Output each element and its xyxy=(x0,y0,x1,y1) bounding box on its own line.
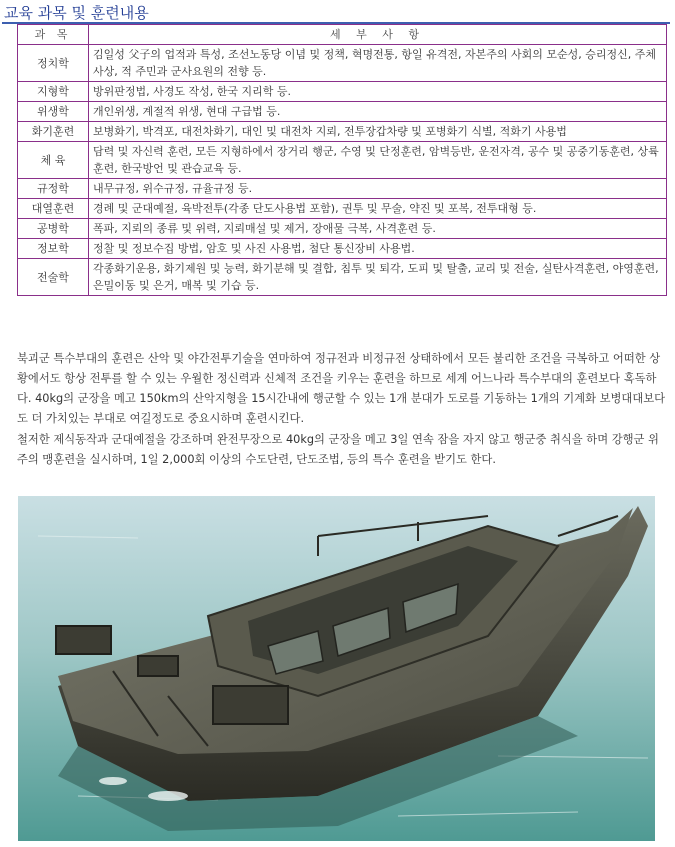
table-header-row xyxy=(18,25,667,45)
table-row xyxy=(18,199,667,219)
detail-cell: 방위판정법, 사경도 작성, 한국 지리학 등. xyxy=(89,82,667,102)
detail-cell: 개인위생, 계절적 위생, 현대 구급법 등. xyxy=(89,102,667,122)
detail-cell: 담력 및 자신력 훈련, 모든 지형하에서 장거리 행군, 수영 및 단정훈련, 암벽등반, 운전자격, 공수 및 공중기동훈련, 상륙훈련, 한국방언 및 관습교육 등. xyxy=(89,142,667,179)
subject-cell: 지형학 xyxy=(18,82,89,102)
table-row xyxy=(18,239,667,259)
header-detail: 세 부 사 항 xyxy=(89,25,667,45)
training-paragraph-2: 철저한 제식동작과 군대예절을 강조하며 완전무장으로 40kg의 군장을 메고 3일 연속 잠을 자지 않고 행군중 취식을 하며 강행군 위주의 맹훈련을 실시하며, 1일 2,000회 이상의 수도단련, 단도조법, 등의 특수 훈련을 받기도 한다. xyxy=(17,433,659,466)
training-paragraph-1: 북괴군 특수부대의 훈련은 산악 및 야간전투기술을 연마하여 정규전과 비정규전 상태하에서 모든 불리한 조건을 극복하고 어떠한 상황에서도 항상 전투를 할 수 있는 우월한 정신력과 신체적 조건을 키우는 훈련을 하므로 세계 어느나라 특수부대의 훈련보다 혹독하다. 40kg의 군장을 메고 150km의 산악지형을 15시간내에 행군할 수 있는 1개 분대가 도로를 기동하는 1개의 기계화 보병대대보다도 더 가치있는 부대로 여길정도로 중요시하며 훈련시킨다. xyxy=(17,352,666,425)
table-row xyxy=(18,45,667,82)
table-row xyxy=(18,219,667,239)
detail-cell: 경례 및 군대예절, 육박전투(각종 단도사용법 포함), 권투 및 무술, 약진 및 포복, 전투대형 등. xyxy=(89,199,667,219)
table-row xyxy=(18,82,667,102)
subject-cell: 화기훈련 xyxy=(18,122,89,142)
subject-cell: 체 육 xyxy=(18,142,89,179)
detail-cell: 각종화기운용, 화기제원 및 능력, 화기분해 및 결합, 침투 및 퇴각, 도피 및 탈출, 교리 및 전술, 실탄사격훈련, 야영훈련, 은밀이동 및 은거, 매복 및 기습 등. xyxy=(89,259,667,296)
table-row xyxy=(18,142,667,179)
subject-cell: 전술학 xyxy=(18,259,89,296)
header-subject: 과 목 xyxy=(18,25,89,45)
subject-cell: 위생학 xyxy=(18,102,89,122)
curriculum-table xyxy=(17,24,667,296)
detail-cell: 보병화기, 박격포, 대전차화기, 대인 및 대전차 지뢰, 전투장갑차량 및 포병화기 식별, 적화기 사용법 xyxy=(89,122,667,142)
detail-cell: 정찰 및 정보수집 방법, 암호 및 사진 사용법, 첨단 통신장비 사용법. xyxy=(89,239,667,259)
subject-cell: 정보학 xyxy=(18,239,89,259)
table-row xyxy=(18,122,667,142)
table-row xyxy=(18,102,667,122)
subject-cell: 대열훈련 xyxy=(18,199,89,219)
subject-cell: 공병학 xyxy=(18,219,89,239)
subject-cell: 규정학 xyxy=(18,179,89,199)
table-row xyxy=(18,179,667,199)
infiltration-boat-photo xyxy=(18,496,655,841)
detail-cell: 폭파, 지뢰의 종류 및 위력, 지뢰매설 및 제거, 장애물 극복, 사격훈련 등. xyxy=(89,219,667,239)
detail-cell: 내무규정, 위수규정, 규율규정 등. xyxy=(89,179,667,199)
detail-cell: 김일성 父子의 업적과 특성, 조선노동당 이념 및 정책, 혁명전통, 항일 유격전, 자본주의 사회의 모순성, 승리정신, 주체사상, 적 주민과 군사요원의 전향 등. xyxy=(89,45,667,82)
table-row xyxy=(18,259,667,296)
subject-cell: 정치학 xyxy=(18,45,89,82)
page-title: 교육 과목 및 훈련내용 xyxy=(4,4,149,22)
